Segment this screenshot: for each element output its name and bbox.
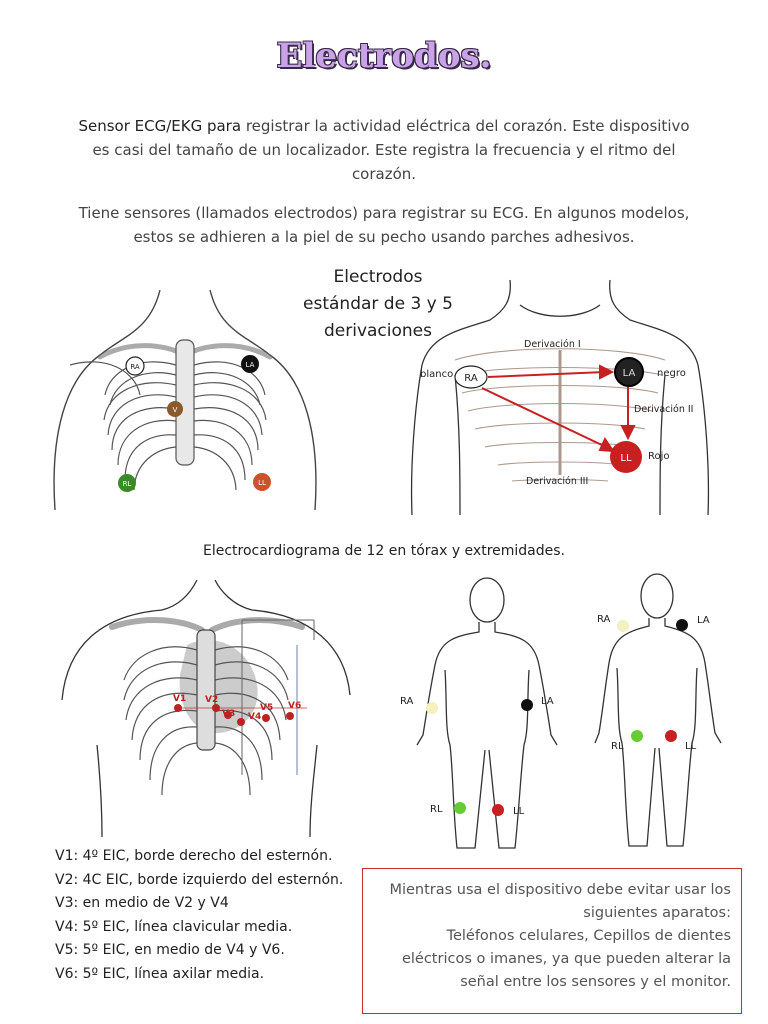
electrode-rl <box>118 474 136 492</box>
v-electrode-list <box>55 845 365 986</box>
intro-text: Tiene sensores (llamados electrodos) para registrar su ECG. En algunos modelos, <box>78 204 690 222</box>
electrode-la <box>241 355 259 373</box>
twelve-lead-chest-figure <box>52 575 357 840</box>
ecg-title: Electrocardiograma de 12 en tórax y extremidades. <box>202 543 566 559</box>
label-ra: RA <box>597 614 611 625</box>
label-derivacion-1: Derivación I <box>524 339 581 350</box>
warning-line: eléctricos o imanes, ya que pueden alterar la <box>401 951 731 967</box>
warning-line: Mientras usa el dispositivo debe evitar usar los <box>389 882 731 898</box>
electrode-label: LA <box>622 368 636 379</box>
electrode-label: V <box>172 406 178 414</box>
intro-text: corazón. <box>351 165 417 183</box>
label-la: LA <box>541 696 554 707</box>
label-v5: V5 <box>260 703 274 713</box>
electrode-label: LL <box>258 479 266 487</box>
list-item: V1: 4º EIC, borde derecho del esternón. <box>55 848 333 864</box>
label-rl: RL <box>611 741 624 752</box>
electrode-label: RL <box>122 480 132 488</box>
label-derivacion-3: Derivación III <box>526 476 589 487</box>
electrode-ll <box>253 473 271 491</box>
warning-box <box>362 868 742 1014</box>
electrode-ll-dot <box>492 804 504 816</box>
electrode-ra-white <box>455 366 487 388</box>
label-la: LA <box>697 615 710 626</box>
electrode-label: RA <box>130 363 140 371</box>
label-v1: V1 <box>173 694 187 704</box>
electrode-ra <box>126 357 144 375</box>
electrode-ra-dot <box>617 620 629 632</box>
electrode-ll-dot <box>665 730 677 742</box>
heading-line: estándar de 3 y 5 <box>303 294 453 314</box>
electrode-la-dot <box>521 699 533 711</box>
limb-leads-back-figure <box>585 568 735 853</box>
label-rl: RL <box>430 804 443 815</box>
label-ra: RA <box>400 696 414 707</box>
three-lead-torso-figure <box>400 275 730 520</box>
label-ll: LL <box>685 741 697 752</box>
intro-bold-text: Sensor ECG/EKG para <box>78 117 242 135</box>
electrode-rl-dot <box>454 802 466 814</box>
label-ll: LL <box>513 806 525 817</box>
intro-paragraph <box>60 114 708 249</box>
electrode-rl-dot <box>631 730 643 742</box>
warning-line: siguientes aparatos: <box>583 905 731 921</box>
electrode-la-dot <box>676 619 688 631</box>
heading-line: derivaciones <box>323 321 432 341</box>
electrode-label: LA <box>245 361 255 369</box>
label-v2: V2 <box>205 695 219 705</box>
intro-text: estos se adhieren a la piel de su pecho usando parches adhesivos. <box>133 228 635 246</box>
label-v6: V6 <box>288 701 302 711</box>
electrode-ll-red <box>610 441 642 473</box>
intro-text: es casi del tamaño de un localizador. Este registra la frecuencia y el ritmo del <box>92 141 676 159</box>
heading-line: Electrodos <box>333 267 423 287</box>
electrode-label: RA <box>464 373 478 384</box>
five-lead-chest-figure <box>30 285 340 515</box>
limb-leads-front-figure <box>395 570 570 855</box>
page-title: Electrodos. <box>276 36 492 76</box>
list-item: V2: 4C EIC, borde izquierdo del esternón. <box>55 871 344 888</box>
label-rojo: Rojo <box>648 451 670 462</box>
electrode-v <box>167 401 183 417</box>
list-item: V3: en medio de V2 y V4 <box>55 895 229 911</box>
intro-text: registrar la actividad eléctrica del corazón. Este dispositivo <box>241 117 690 135</box>
electrode-la-black <box>615 358 643 386</box>
list-item: V6: 5º EIC, línea axilar media. <box>55 965 265 982</box>
label-derivacion-2: Derivación II <box>634 404 694 415</box>
label-v3: V3 <box>222 709 236 719</box>
electrode-label: LL <box>620 453 632 464</box>
warning-line: Teléfonos celulares, Cepillos de dientes <box>446 928 731 944</box>
list-item: V4: 5º EIC, línea clavicular media. <box>55 918 293 935</box>
list-item: V5: 5º EIC, en medio de V4 y V6. <box>55 942 285 958</box>
label-blanco: blanco <box>420 369 454 380</box>
warning-line: señal entre los sensores y el monitor. <box>460 974 731 990</box>
electrode-ra-dot <box>426 702 438 714</box>
label-v4: V4 <box>248 712 262 722</box>
label-negro: negro <box>657 368 686 379</box>
